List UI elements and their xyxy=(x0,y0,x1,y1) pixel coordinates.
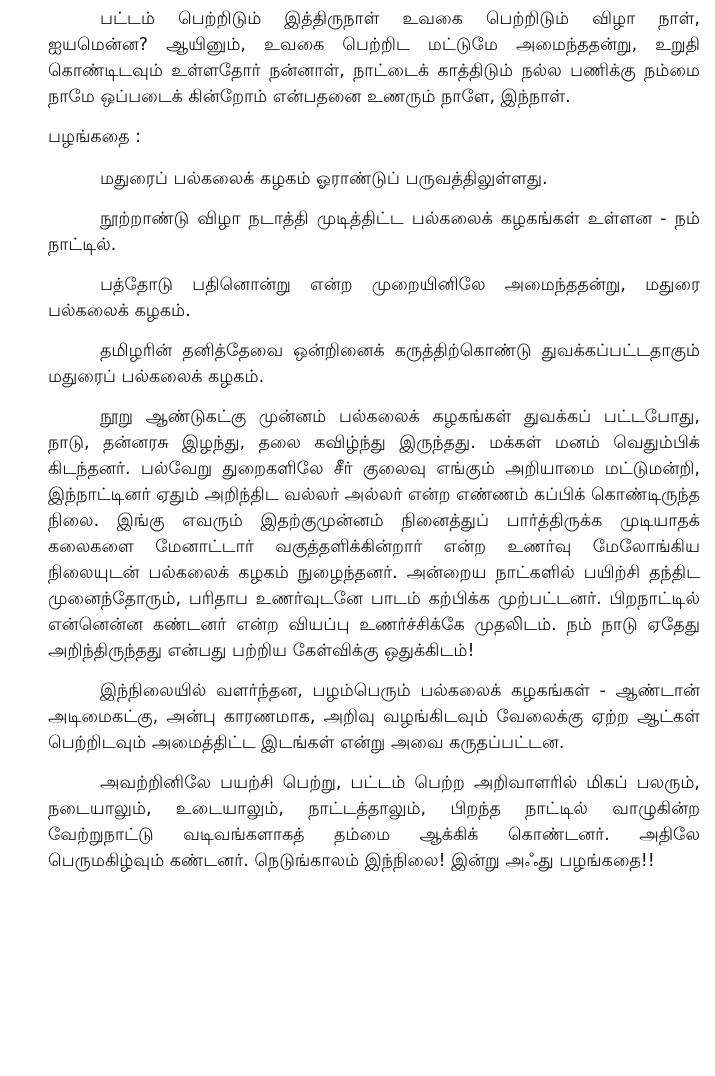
paragraph-5: நூறு ஆண்டுகட்கு முன்னம் பல்கலைக் கழகங்கள் துவக்கப் பட்டபோது, நாடு, தன்னரசு இழந்து, தலை கவிழ்ந்து இருந்தது. மக்கள் மனம் வெதும்பிக் கிடந்தனர். பல்வேறு துறைகளிலே சீர் குலைவு எங்கும் அறியாமை மட்டுமன்றி, இந்நாட்டினர் ஏதும் அறிந்திட வல்லர் அல்லர் என்ற எண்ணம் கப்பிக் கொண்டிருந்த நிலை. இங்கு எவரும் இதற்குமுன்னம் நினைத்துப் பார்த்திருக்க முடியாதக் கலைகளை மேனாட்டார் வகுத்தளிக்கின்றார் என்ற உணர்வு மேலோங்கிய நிலையுடன் பல்கலைக் கழகம் நுழைந்தனர். அன்றைய நாட்களில் பயிற்சி தந்திட முனைந்தோரும், பரிதாப உணர்வுடனே பாடம் கற்பிக்க முற்பட்டனர். பிறநாட்டில் என்னென்ன கண்டனர் என்ற வியப்பு உணர்ச்சிக்கே முதலிடம். நம் நாடு ஏதேது அறிந்திருந்தது என்பது பற்றிய கேள்விக்கு ஒதுக்கிடம்! xyxy=(48,407,700,661)
paragraph-2: நூற்றாண்டு விழா நடாத்தி முடித்திட்ட பல்கலைக் கழகங்கள் உள்ளன - நம் நாட்டில். xyxy=(48,209,700,255)
document-page xyxy=(48,6,700,888)
paragraph-4: தமிழரின் தனித்தேவை ஒன்றினைக் கருத்திற்கொண்டு துவக்கப்பட்டதாகும் மதுரைப் பல்கலைக் கழகம். xyxy=(48,341,700,387)
paragraph-3: பத்தோடு பதினொன்று என்ற முறையினிலே அமைந்ததன்று, மதுரை பல்கலைக் கழகம். xyxy=(48,275,700,321)
paragraph-7: அவற்றினிலே பயற்சி பெற்று, பட்டம் பெற்ற அறிவாளரில் மிகப் பலரும், நடையாலும், உடையாலும், நாட்டத்தாலும், பிறந்த நாட்டில் வாழுகின்ற வேற்றுநாட்டு வடிவங்களாகத் தம்மை ஆக்கிக் கொண்டனர். அதிலே பெருமகிழ்வும் கண்டனர். நெடுங்காலம் இந்நிலை! இன்று அஃது பழங்கதை!! xyxy=(48,773,700,871)
intro-paragraph: பட்டம் பெற்றிடும் இத்திருநாள் உவகை பெற்றிடும் விழா நாள், ஐயமென்ன? ஆயினும், உவகை பெற்றிட மட்டுமே அமைந்ததன்று, உறுதி கொண்டிடவும் உள்ளதோர் நன்னாள், நாட்டைக் காத்திடும் நல்ல பணிக்கு நம்மை நாமே ஒப்படைக் கின்றோம் என்பதனை உணரும் நாளே, இந்நாள். xyxy=(48,9,700,107)
section-heading: பழங்கதை : xyxy=(48,127,142,147)
paragraph-1: மதுரைப் பல்கலைக் கழகம் ஓராண்டுப் பருவத்திலுள்ளது. xyxy=(100,169,548,189)
paragraph-6: இந்நிலையில் வளர்ந்தன, பழம்பெரும் பல்கலைக் கழகங்கள் - ஆண்டான் அடிமைகட்கு, அன்பு காரணமாக, அறிவு வழங்கிடவும் வேலைக்கு ஏற்ற ஆட்கள் பெற்றிடவும் அமைத்திட்ட இடங்கள் என்று அவை கருதப்பட்டன. xyxy=(48,681,700,753)
